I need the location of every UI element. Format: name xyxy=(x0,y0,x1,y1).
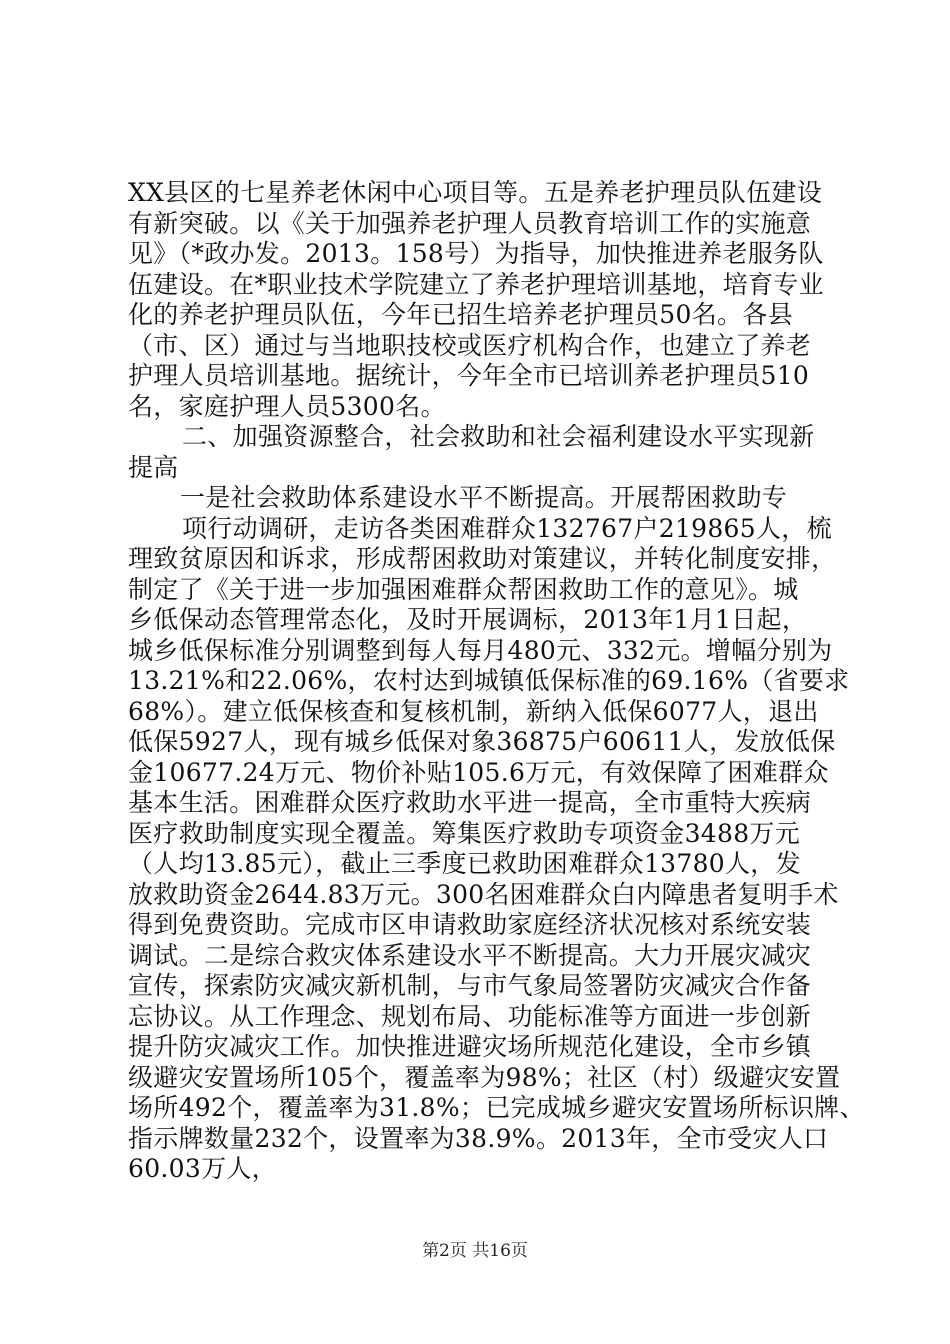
document-body xyxy=(128,178,865,1185)
text-line: 有新突破。以《关于加强养老护理人员教育培训工作的实施意 xyxy=(128,208,812,238)
text-line: 见》（*政办发。2013。158号）为指导，加快推进养老服务队 xyxy=(128,239,824,268)
text-line: 调试。二是综合救灾体系建设水平不断提高。大力开展灾减灾 xyxy=(128,940,812,970)
text-line: 场所492个，覆盖率为31.8%；已完成城乡避灾安置场所标识牌、 xyxy=(128,1093,865,1122)
text-line: 68%）。建立低保核查和复核机制，新纳入低保6077人，退出 xyxy=(128,696,819,726)
text-line: 二、加强资源整合，社会救助和社会福利建设水平实现新 xyxy=(182,422,815,451)
text-line: 放救助资金2644.83万元。300名困难群众白内障患者复明手术 xyxy=(128,879,839,909)
text-line: 一是社会救助体系建设水平不断提高。开展帮困救助专 xyxy=(180,483,788,512)
text-line: 制定了《关于进一步加强困难群众帮困救助工作的意见》。城 xyxy=(128,574,799,604)
text-line: 医疗救助制度实现全覆盖。筹集医疗救助专项资金3488万元 xyxy=(128,818,801,848)
text-line: 护理人员培训基地。据统计，今年全市已培训养老护理员510 xyxy=(128,361,810,390)
text-line: 金10677.24万元、物价补贴105.6万元，有效保障了困难群众 xyxy=(128,757,829,787)
text-line: （人均13.85元），截止三季度已救助困难群众13780人，发 xyxy=(128,849,801,878)
text-line: 13.21%和22.06%，农村达到城镇低保标准的69.16%（省要求 xyxy=(128,666,850,695)
text-line: 理致贫原因和诉求，形成帮困救助对策建议，并转化制度安排， xyxy=(128,544,837,573)
text-line: 名，家庭护理人员5300名。 xyxy=(128,391,446,421)
text-line: 城乡低保标准分别调整到每人每月480元、332元。增幅分别为 xyxy=(128,635,833,665)
text-line: （市、区）通过与当地职技校或医疗机构合作，也建立了养老 xyxy=(128,330,812,360)
text-line: 提升防灾减灾工作。加快推进避灾场所规范化建设，全市乡镇 xyxy=(128,1032,812,1061)
text-line: 级避灾安置场所105个，覆盖率为98%；社区（村）级避灾安置 xyxy=(128,1062,841,1092)
text-line: 乡低保动态管理常态化，及时开展调标，2013年1月1日起， xyxy=(128,605,808,634)
text-line: XX县区的七星养老休闲中心项目等。五是养老护理员队伍建设 xyxy=(128,178,822,207)
text-line: 低保5927人，现有城乡低保对象36875户60611人，发放低保 xyxy=(128,727,836,756)
text-line: 化的养老护理员队伍，今年已招生培养老护理员50名。各县 xyxy=(128,300,793,329)
text-line: 提高 xyxy=(128,452,179,482)
page-footer xyxy=(0,1240,950,1262)
text-line: 忘协议。从工作理念、规划布局、功能标准等方面进一步创新 xyxy=(128,1001,812,1031)
text-line: 项行动调研，走访各类困难群众132767户219865人，梳 xyxy=(182,513,832,543)
text-line: 伍建设。在*职业技术学院建立了养老护理培训基地，培育专业 xyxy=(128,269,824,299)
text-line: 得到免费资助。完成市区申请救助家庭经济状况核对系统安装 xyxy=(128,910,812,939)
text-line: 基本生活。困难群众医疗救助水平进一提高，全市重特大疾病 xyxy=(128,788,812,817)
page-number: 第2页 共16页 xyxy=(422,1241,528,1261)
text-line: 宣传，探索防灾减灾新机制，与市气象局签署防灾减灾合作备 xyxy=(128,971,812,1000)
text-line: 60.03万人， xyxy=(128,1154,277,1183)
text-line: 指示牌数量232个，设置率为38.9%。2013年，全市受灾人口 xyxy=(128,1123,829,1153)
